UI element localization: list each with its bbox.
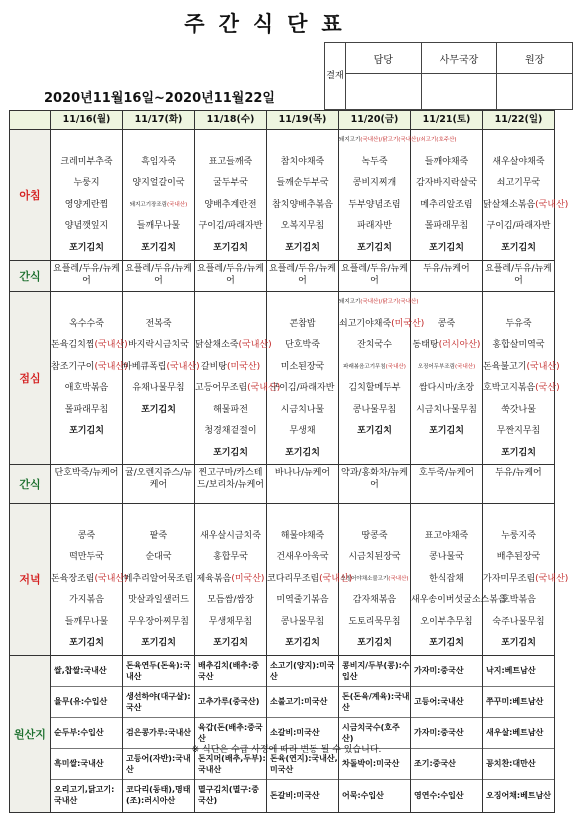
menu-item: 포기김치 — [429, 426, 464, 436]
menu-item: 해물파전 — [213, 404, 248, 415]
menu-item — [267, 504, 338, 526]
row-label-origin: 원산지 — [10, 655, 51, 812]
origin-note: (국내산) — [247, 383, 281, 393]
menu-item: 두부양념조림 — [348, 199, 401, 210]
approval-sign-cell[interactable] — [345, 74, 421, 110]
menu-item — [51, 130, 122, 152]
menu-item: 갈비탕(미국산) — [200, 361, 261, 372]
menu-item: 돼지고기(국내산)/닭고기(국내산) — [339, 299, 419, 305]
menu-item: 애호박볶음 — [64, 383, 109, 393]
origin-note: (러시아산) — [438, 340, 481, 350]
menu-item: 호박고지볶음(국산) — [483, 383, 560, 393]
origin-note: (국내산) — [535, 573, 569, 584]
row-label-breakfast: 아침 — [10, 130, 51, 261]
menu-item: 김치할메두부 — [348, 383, 401, 393]
origin-item: 멸구김치(멸구:중국산) — [198, 785, 259, 805]
menu-item: 포기김치 — [357, 426, 392, 436]
menu-cell — [483, 504, 569, 656]
origin-note: (국내산) — [535, 199, 569, 210]
menu-item: 들깨순두부국 — [276, 178, 329, 188]
menu-item: 코다리무조림(국내산) — [267, 573, 353, 584]
snack-cell: 요플레/두유/뉴케어 — [123, 261, 195, 292]
menu-cell — [267, 292, 339, 465]
menu-item: 포기김치 — [213, 638, 248, 648]
menu-item: 구이김/파래자반 — [198, 221, 263, 231]
menu-item: 쑥갓나물 — [501, 404, 536, 415]
menu-item: 포기김치 — [285, 447, 320, 458]
menu-cell — [339, 292, 425, 465]
day-header: 11/20(금) — [339, 111, 411, 130]
menu-item — [51, 504, 122, 526]
footnote: ※ 식단은 수급 사정에 따라 변동 될 수 있습니다. — [191, 745, 382, 755]
menu-item: 구이김/파래자반 — [486, 221, 551, 231]
menu-cell — [411, 130, 483, 261]
origin-note: (국내산) — [526, 361, 560, 372]
menu-cell — [51, 130, 123, 261]
origin-cell — [339, 655, 411, 812]
menu-item: 돈육장조림(국내산) — [51, 573, 128, 584]
menu-item: 포기김치 — [285, 638, 320, 648]
origin-cell — [195, 655, 267, 812]
menu-item: 가자미무조림(국내산) — [483, 573, 569, 584]
menu-item: 누룽지 — [73, 178, 100, 188]
menu-item — [483, 292, 554, 314]
menu-item: 무우장아찌무침 — [128, 616, 189, 627]
menu-item: 두유죽 — [505, 318, 532, 329]
day-header: 11/16(월) — [51, 111, 123, 130]
menu-cell — [411, 292, 483, 465]
origin-note: (국내산) — [94, 573, 128, 584]
menu-item: 콩비지찌개 — [352, 178, 397, 188]
menu-item: 파래볶음고기무침(국내산) — [343, 363, 406, 370]
corner-cell — [10, 111, 51, 130]
row-label-snack1: 간식 — [10, 261, 51, 292]
menu-item: 포기김치 — [501, 447, 536, 458]
snack-cell: 두유/뉴케어 — [483, 465, 555, 504]
snack-cell: 약과/홍화차/뉴케어 — [339, 465, 411, 504]
approval-header: 담당 — [345, 43, 421, 74]
menu-item: 포기김치 — [141, 404, 176, 415]
menu-cell — [195, 504, 267, 656]
menu-item: 돼지고기장조림(국내산) — [129, 201, 188, 208]
menu-item: 콩나물무침 — [352, 404, 397, 415]
menu-item: 홍합무국 — [213, 552, 248, 562]
menu-item — [411, 292, 482, 314]
menu-item: 건새우아욱국 — [276, 552, 329, 562]
menu-item: 몰파래무침 — [64, 404, 109, 415]
approval-sign-cell[interactable] — [421, 74, 497, 110]
snack-cell: 요플레/두유/뉴케어 — [51, 261, 123, 292]
day-header: 11/17(화) — [123, 111, 195, 130]
menu-item — [195, 292, 266, 314]
menu-item: 모듬쌈/쌈장 — [207, 595, 254, 605]
origin-item: 돈지머(배추,두부):국내산 — [195, 749, 266, 780]
origin-item: 고등어(자반):국내산 — [123, 749, 194, 780]
menu-cell — [483, 130, 569, 261]
origin-item: 고등어:국내산 — [411, 687, 482, 718]
origin-item: 쭈꾸미:베트남산 — [483, 687, 554, 718]
menu-item: 포기김치 — [501, 638, 536, 648]
day-header: 11/18(수) — [195, 111, 267, 130]
menu-item: 잔치국수 — [357, 340, 392, 350]
origin-note: (국내산) — [238, 340, 272, 350]
menu-item: 숙주나물무침 — [492, 616, 545, 627]
menu-item: 홍합살미역국 — [492, 340, 545, 350]
menu-item: 포기김치 — [501, 242, 536, 253]
origin-cell — [483, 655, 555, 812]
origin-cell — [123, 655, 195, 812]
origin-item: 어묵:수입산 — [342, 790, 384, 800]
day-header: 11/19(목) — [267, 111, 339, 130]
menu-item: 청경채겉절이 — [204, 426, 257, 436]
menu-item: 참조기구이(국내산) — [51, 361, 128, 372]
menu-item: 포기김치 — [69, 426, 104, 436]
origin-item: 영연수:수입산 — [414, 790, 464, 800]
menu-item: 순대국 — [145, 552, 172, 562]
menu-item: 동태탕(러시아산) — [412, 340, 481, 350]
menu-item: 제육볶음(미국산) — [196, 573, 265, 584]
menu-item: 포기김치 — [69, 242, 104, 253]
menu-cell — [195, 292, 281, 465]
menu-item: 양배추계란전 — [204, 199, 257, 210]
origin-note: (국내산) — [166, 201, 188, 208]
menu-item: 시금치나물무침 — [416, 404, 477, 415]
menu-item: 닭살채소죽(국내산) — [195, 340, 272, 350]
origin-item: 오리고기,닭고기:국내산 — [54, 785, 115, 805]
day-header: 11/21(토) — [411, 111, 483, 130]
menu-item — [483, 504, 554, 526]
menu-item: 맛살과일샐러드 — [128, 595, 189, 605]
origin-item: 고추가루(중국산) — [195, 687, 266, 718]
menu-item: 유채나물무침 — [132, 383, 185, 393]
menu-item: 무생채 — [289, 426, 316, 436]
menu-item: 새우살야채죽 — [492, 156, 545, 167]
approval-header: 사무국장 — [421, 43, 497, 74]
menu-item: 포기김치 — [357, 638, 392, 648]
menu-item: 참치야채죽 — [280, 156, 325, 167]
origin-note: (국내산)/닭고기(국내산) — [360, 299, 419, 305]
menu-item — [195, 314, 266, 336]
origin-item: 돈육(연지):국내산,미국산 — [267, 749, 338, 780]
origin-cell — [267, 655, 339, 812]
menu-item: 해물야채죽 — [280, 530, 325, 541]
menu-cell — [267, 504, 353, 656]
menu-item: 무짠지무침 — [496, 426, 541, 436]
menu-item: 들깨야채죽 — [424, 156, 469, 167]
snack-cell: 바나나/뉴케어 — [267, 465, 339, 504]
menu-item: 전복죽 — [145, 318, 172, 329]
origin-item: 소불고기:미국산 — [267, 687, 338, 718]
menu-item — [123, 504, 194, 526]
menu-item: 단호박죽 — [285, 340, 320, 350]
origin-note: (국내산) — [385, 363, 406, 370]
snack-cell: 요플레/두유/뉴케어 — [339, 261, 411, 292]
menu-item: 양념깻잎지 — [64, 221, 109, 231]
menu-item: 닭살채소볶음(국내산) — [483, 199, 569, 210]
origin-item: 시금치국수(호주산) — [339, 718, 410, 749]
menu-item: 포기김치 — [141, 242, 176, 253]
menu-item: 포기김치 — [141, 638, 176, 648]
origin-note: (국내산) — [166, 361, 200, 372]
menu-item: 시금치된장국 — [348, 552, 401, 562]
origin-item: 소갈비:미국산 — [267, 718, 338, 749]
menu-item: 바지락시금치국 — [128, 340, 189, 350]
menu-item: 고등어무조림(국내산) — [195, 383, 281, 393]
origin-item: 생선하야(대구살):국산 — [123, 687, 194, 718]
snack-cell: 찐고구마/카스테드/보리차/뉴케어 — [195, 465, 267, 504]
menu-item: 구이김/파래자반 — [270, 383, 335, 393]
origin-item: 가자미:중국산 — [411, 718, 482, 749]
menu-table — [9, 110, 569, 813]
menu-item: 파래자반 — [357, 221, 392, 231]
origin-cell — [411, 655, 483, 812]
menu-item: 참치양배추볶음 — [272, 199, 333, 210]
menu-item: 바베큐폭립(국내산) — [123, 361, 200, 372]
menu-item: 포기김치 — [429, 638, 464, 648]
snack-cell: 귤/오렌지쥬스/뉴케어 — [123, 465, 195, 504]
menu-item: 돈육김치찜(국내산) — [51, 340, 128, 350]
origin-note: (국내산) — [94, 340, 128, 350]
menu-item: 새우송이버섯굴소스볶음 — [411, 595, 507, 605]
menu-item: 흑임자죽 — [141, 156, 176, 167]
snack-cell: 요플레/두유/뉴케어 — [267, 261, 339, 292]
menu-item: 누룽지죽 — [501, 530, 536, 541]
menu-cell — [411, 504, 507, 656]
menu-item: 콘참밥 — [289, 318, 316, 329]
origin-item: 육갑(돈(배추:중국산 — [195, 718, 266, 749]
menu-item: 도토리묵무침 — [348, 616, 401, 627]
menu-item: 굴두부국 — [213, 178, 248, 188]
menu-item — [123, 130, 194, 152]
menu-cell — [123, 130, 195, 261]
menu-item: 무생채무침 — [208, 616, 253, 627]
menu-item: 포기김치 — [285, 242, 320, 253]
origin-note: (국내산) — [454, 363, 476, 370]
origin-item: 낙지:베트남산 — [483, 656, 554, 687]
menu-item: 포기김치 — [429, 242, 464, 253]
menu-item: 감자바지락살국 — [416, 178, 477, 188]
origin-item: 쌀,찹쌀:국내산 — [51, 656, 122, 687]
origin-item: 코다리(동태),명태(조):러시아산 — [126, 785, 191, 805]
snack-cell: 두유/뉴케어 — [411, 261, 483, 292]
origin-note: (미국산) — [231, 573, 265, 584]
menu-item: 들깨무나물 — [136, 221, 181, 231]
menu-item: 포기김치 — [213, 447, 248, 458]
menu-cell — [51, 292, 128, 465]
menu-item — [267, 130, 338, 152]
menu-item: 옥수수죽 — [69, 318, 104, 329]
menu-item — [267, 292, 338, 314]
menu-item: 오이부추무침 — [420, 616, 473, 627]
menu-item — [195, 130, 266, 152]
row-label-snack2: 간식 — [10, 465, 51, 504]
origin-item: 검은콩가루:국내산 — [123, 718, 194, 749]
menu-item: 땅콩죽 — [361, 530, 388, 541]
menu-item — [123, 292, 194, 314]
menu-item: 콩죽 — [77, 530, 96, 541]
menu-item — [195, 504, 266, 526]
origin-item: 차돌박이:미국산 — [339, 749, 410, 780]
menu-item: 시금치나물 — [280, 404, 325, 415]
origin-note: (국내산) — [319, 573, 353, 584]
menu-item: 호박볶음 — [501, 595, 536, 605]
day-header: 11/22(일) — [483, 111, 555, 130]
origin-item: 꽁치찬:대만산 — [483, 749, 554, 780]
menu-item: 돈육불고기(국내산) — [483, 361, 560, 372]
origin-item: 순두부:수입산 — [51, 718, 122, 749]
menu-item — [51, 292, 122, 314]
menu-item: 콩나물국 — [429, 552, 464, 562]
menu-item: 들깨무나물 — [64, 616, 109, 627]
menu-item: 콩나물무침 — [280, 616, 325, 627]
menu-item: 미소된장국 — [280, 361, 325, 372]
menu-item: 팥죽 — [149, 530, 168, 541]
menu-item: 돼지고기(국내산)/닭고기(국내산)/쇠고기(호주산) — [339, 137, 457, 143]
menu-item: 쇠고기야채죽(미국산) — [339, 318, 425, 329]
menu-item: 감자채볶음 — [352, 595, 397, 605]
menu-cell — [123, 292, 200, 465]
origin-item: 콩비지/두부(콩):수입산 — [339, 656, 410, 687]
menu-item: 포기김치 — [213, 242, 248, 253]
menu-cell — [51, 504, 128, 656]
menu-item: 포기김치 — [69, 638, 104, 648]
origin-item: 새우살:베트남산 — [483, 718, 554, 749]
menu-item: 쇠고기무국 — [496, 178, 541, 188]
snack-cell: 호두죽/뉴케어 — [411, 465, 483, 504]
menu-item: 포기김치 — [357, 242, 392, 253]
origin-note: (미국산) — [391, 318, 425, 329]
origin-item: 조기:중국산 — [411, 749, 482, 780]
menu-item: 표고들깨죽 — [208, 156, 253, 167]
approval-header: 원장 — [497, 43, 573, 74]
menu-item: 새우살시금치죽 — [200, 530, 261, 541]
snack-cell: 요플레/두유/뉴케어 — [483, 261, 555, 292]
menu-cell — [483, 292, 560, 465]
menu-item: 떡만두국 — [69, 552, 104, 562]
origin-note: (국내산) — [94, 361, 128, 372]
menu-item: 한식잡채 — [429, 573, 464, 584]
menu-item: 배추된장국 — [496, 552, 541, 562]
menu-item: 양지얼갈이국 — [132, 178, 185, 188]
origin-item: 돈육연두(돈육):국내산 — [123, 656, 194, 687]
snack-cell: 요플레/두유/뉴케어 — [195, 261, 267, 292]
origin-cell — [51, 655, 123, 812]
row-label-dinner: 저녁 — [10, 504, 51, 656]
menu-item: 오복지무침 — [280, 221, 325, 231]
approval-label: 결재 — [325, 43, 346, 110]
menu-item: 메추리알조림 — [420, 199, 473, 210]
menu-item: 오징어야채소불고기(국내산) — [340, 575, 409, 582]
menu-item: 오징어두부조림(국내산) — [417, 363, 476, 370]
snack-cell: 단호박죽/뉴케어 — [51, 465, 123, 504]
origin-item: 소고기(양지):미국산 — [267, 656, 338, 687]
period: 2020년11월16일~2020년11월22일 — [44, 91, 275, 106]
origin-item: 돈(돈육/계육):국내산 — [339, 687, 410, 718]
menu-item: 크레미부추죽 — [60, 156, 113, 167]
menu-item: 쌈다시마/초장 — [418, 383, 475, 393]
menu-cell — [339, 504, 411, 656]
origin-note: (국내산) — [388, 575, 409, 582]
page-title: 주간식단표 — [184, 12, 356, 36]
origin-note: (국산) — [535, 383, 560, 393]
origin-item: 흑미쌀:국내산 — [51, 749, 122, 780]
menu-item: 몰파래무침 — [424, 221, 469, 231]
menu-item — [411, 504, 482, 526]
origin-item: 배추김치(배추:중국산 — [195, 656, 266, 687]
menu-cell — [123, 504, 195, 656]
origin-note: (국내산)/닭고기(국내산)/쇠고기(호주산) — [360, 137, 457, 143]
approval-sign-cell[interactable] — [497, 74, 573, 110]
origin-item: 가자미:중국산 — [411, 656, 482, 687]
menu-item: 표고야채죽 — [424, 530, 469, 541]
row-label-lunch: 점심 — [10, 292, 51, 465]
origin-item: 율무(유:수입산 — [51, 687, 122, 718]
menu-item: 메추리알어묵조림 — [123, 573, 194, 584]
menu-item: 콩죽 — [437, 318, 456, 329]
origin-note: (미국산) — [226, 361, 261, 372]
menu-item: 미역줄기볶음 — [276, 595, 329, 605]
menu-item: 녹두죽 — [361, 156, 388, 167]
menu-item — [483, 130, 554, 152]
menu-item: 가지볶음 — [69, 595, 104, 605]
origin-item: 돈갈비:미국산 — [270, 790, 320, 800]
approval-box — [324, 42, 573, 110]
origin-item: 오징어채:베트남산 — [486, 790, 552, 800]
menu-item: 영양게란찜 — [64, 199, 109, 210]
menu-item — [339, 504, 410, 526]
menu-cell — [267, 130, 339, 261]
menu-cell — [195, 130, 267, 261]
